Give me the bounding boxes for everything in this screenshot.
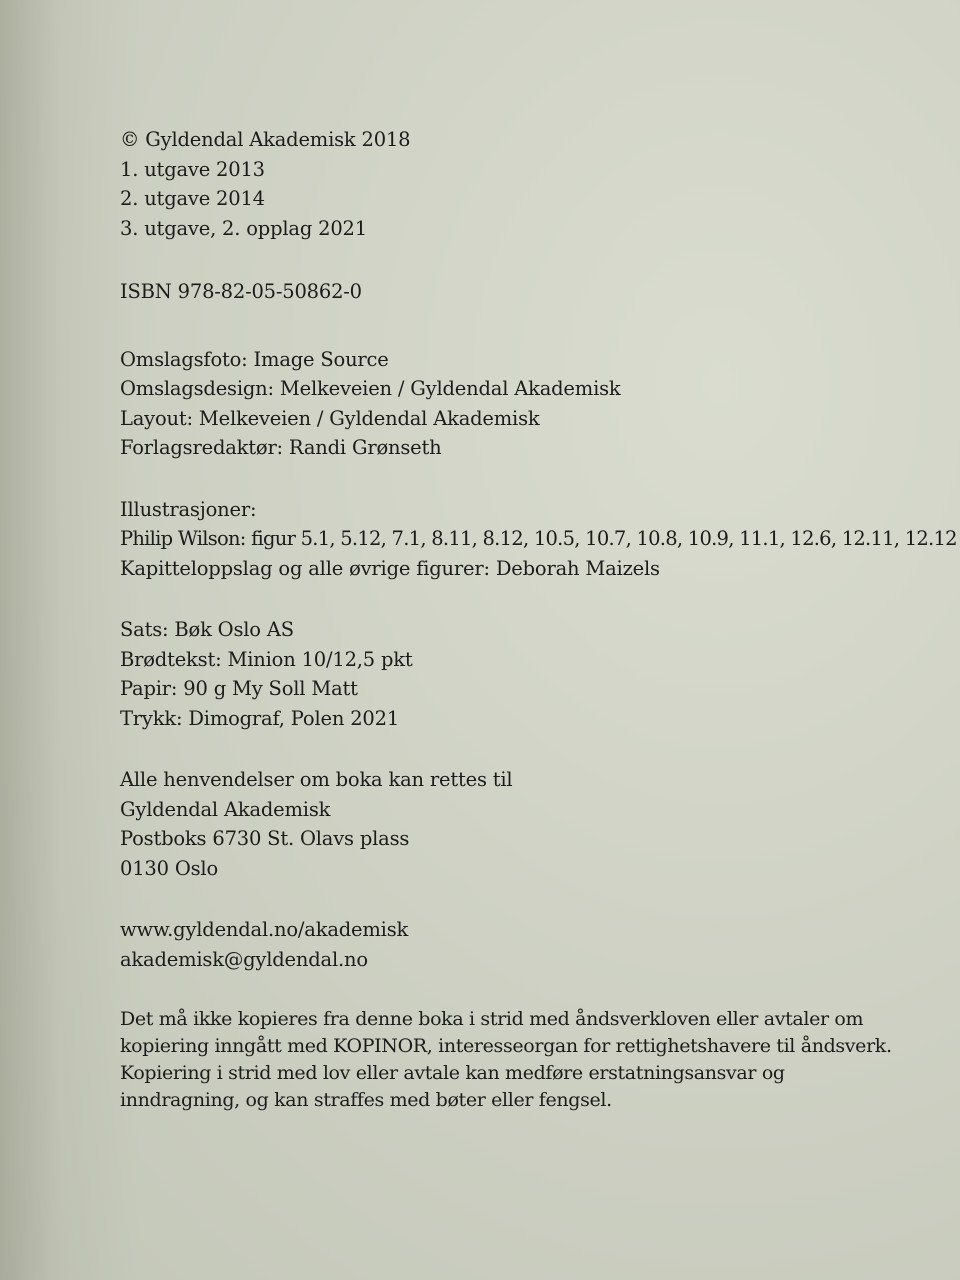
- website-url: www.gyldendal.no/akademisk: [120, 918, 409, 941]
- illustrator-wilson-line: Philip Wilson: figur 5.1, 5.12, 7.1, 8.11, 8.12, 10.5, 10.7, 10.8, 10.9, 11.1, 12.6, 12.11, 12.12: [120, 527, 957, 550]
- spacer: [120, 463, 900, 495]
- spacer: [120, 974, 900, 1006]
- web-block: [120, 915, 900, 974]
- copyright-notice-block: [120, 1006, 900, 1114]
- contact-address-block: [120, 765, 900, 883]
- isbn-block: [120, 277, 900, 307]
- notice-line-3: Kopiering i strid med lov eller avtale kan medføre erstatningsansvar og: [120, 1062, 785, 1084]
- spacer: [120, 583, 900, 615]
- notice-line-4: inndragning, og kan straffes med bøter eller fengsel.: [120, 1089, 612, 1111]
- typesetting-line: Sats: Bøk Oslo AS: [120, 618, 294, 641]
- cover-photo-credit: Omslagsfoto: Image Source: [120, 347, 389, 371]
- body-font-line: Brødtekst: Minion 10/12,5 pkt: [120, 647, 413, 671]
- email-address: akademisk@gyldendal.no: [120, 947, 368, 971]
- paper-line: Papir: 90 g My Soll Matt: [120, 677, 358, 700]
- edition-block: [120, 125, 900, 243]
- production-block: [120, 615, 900, 733]
- edition-1-line: 1. utgave 2013: [120, 157, 265, 181]
- printing-line: Trykk: Dimograf, Polen 2021: [120, 706, 400, 730]
- spacer: [120, 733, 900, 765]
- postal-code-line: 0130 Oslo: [120, 856, 218, 880]
- cover-design-credit: Omslagsdesign: Melkeveien / Gyldendal Akademisk: [120, 377, 621, 400]
- spacer: [120, 243, 900, 277]
- contact-intro-line: Alle henvendelser om boka kan rettes til: [120, 768, 513, 791]
- isbn-line: ISBN 978-82-05-50862-0: [120, 280, 362, 303]
- notice-line-1: Det må ikke kopieres fra denne boka i strid med åndsverkloven eller avtaler om: [120, 1008, 864, 1030]
- spacer: [120, 883, 900, 915]
- spacer: [120, 307, 900, 345]
- postbox-line: Postboks 6730 St. Olavs plass: [120, 827, 410, 850]
- layout-credit: Layout: Melkeveien / Gyldendal Akademisk: [120, 406, 540, 430]
- copyright-line: © Gyldendal Akademisk 2018: [120, 128, 411, 151]
- publisher-name-line: Gyldendal Akademisk: [120, 797, 331, 821]
- colophon-page: [120, 125, 957, 1114]
- illustrations-heading: Illustrasjoner:: [120, 497, 257, 521]
- editor-credit: Forlagsredaktør: Randi Grønseth: [120, 436, 442, 459]
- illustrations-block: [120, 495, 957, 584]
- illustrator-maizels-line: Kapitteloppslag og alle øvrige figurer: Deborah Maizels: [120, 556, 660, 580]
- edition-3-line: 3. utgave, 2. opplag 2021: [120, 216, 367, 240]
- notice-line-2: kopiering inngått med KOPINOR, interesseorgan for rettighetshavere til åndsverk.: [120, 1035, 892, 1057]
- edition-2-line: 2. utgave 2014: [120, 187, 265, 210]
- credits-block: [120, 345, 900, 463]
